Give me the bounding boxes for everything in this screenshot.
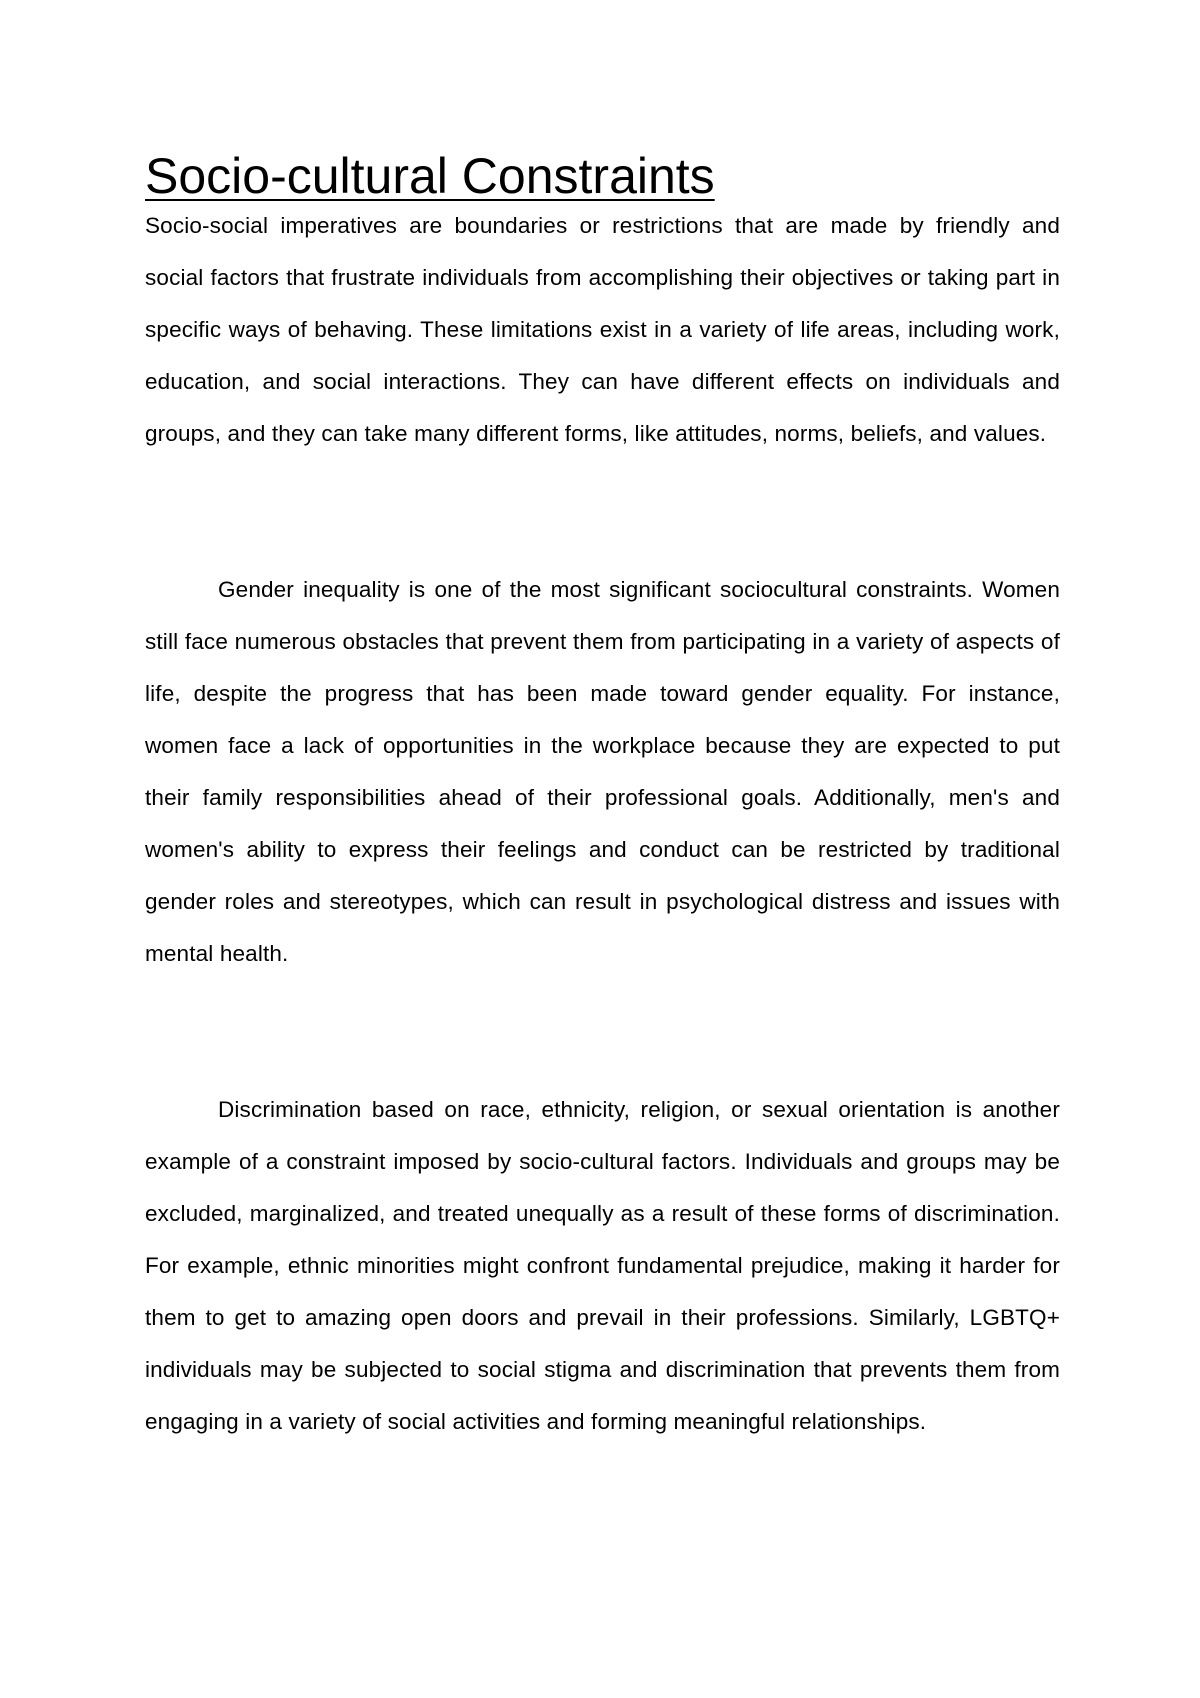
paragraph-gender-inequality: Gender inequality is one of the most significant sociocultural constraints. Women still face numerous obstacles that prevent them from participating in a variety of aspects of life, despite the progress that has been made toward gender equality. For instance, women face a lack of opportunities in the workplace because they are expected to put their family responsibilities ahead of their professional goals. Additionally, men's and women's ability to express their feelings and conduct can be restricted by traditional gender roles and stereotypes, which can result in psychological distress and issues with mental health.: [145, 577, 1060, 966]
document-title: Socio-cultural Constraints: [145, 148, 715, 204]
paragraph-intro: Socio-social imperatives are boundaries or restrictions that are made by friendly and social factors that frustrate individuals from accomplishing their objectives or taking part in specific ways of behaving. These limitations exist in a variety of life areas, including work, education, and social interactions. They can have different effects on individuals and groups, and they can take many different forms, like attitudes, norms, beliefs, and values.: [145, 213, 1060, 446]
paragraph-spacer: [145, 980, 1060, 1084]
paragraph-spacer: [145, 460, 1060, 564]
document-body: [145, 146, 1060, 1448]
paragraph-discrimination: Discrimination based on race, ethnicity, religion, or sexual orientation is another example of a constraint imposed by socio-cultural factors. Individuals and groups may be excluded, marginalized, and treated unequally as a result of these forms of discrimination. For example, ethnic minorities might confront fundamental prejudice, making it harder for them to get to amazing open doors and prevail in their professions. Similarly, LGBTQ+ individuals may be subjected to social stigma and discrimination that prevents them from engaging in a variety of social activities and forming meaningful relationships.: [145, 1097, 1060, 1434]
